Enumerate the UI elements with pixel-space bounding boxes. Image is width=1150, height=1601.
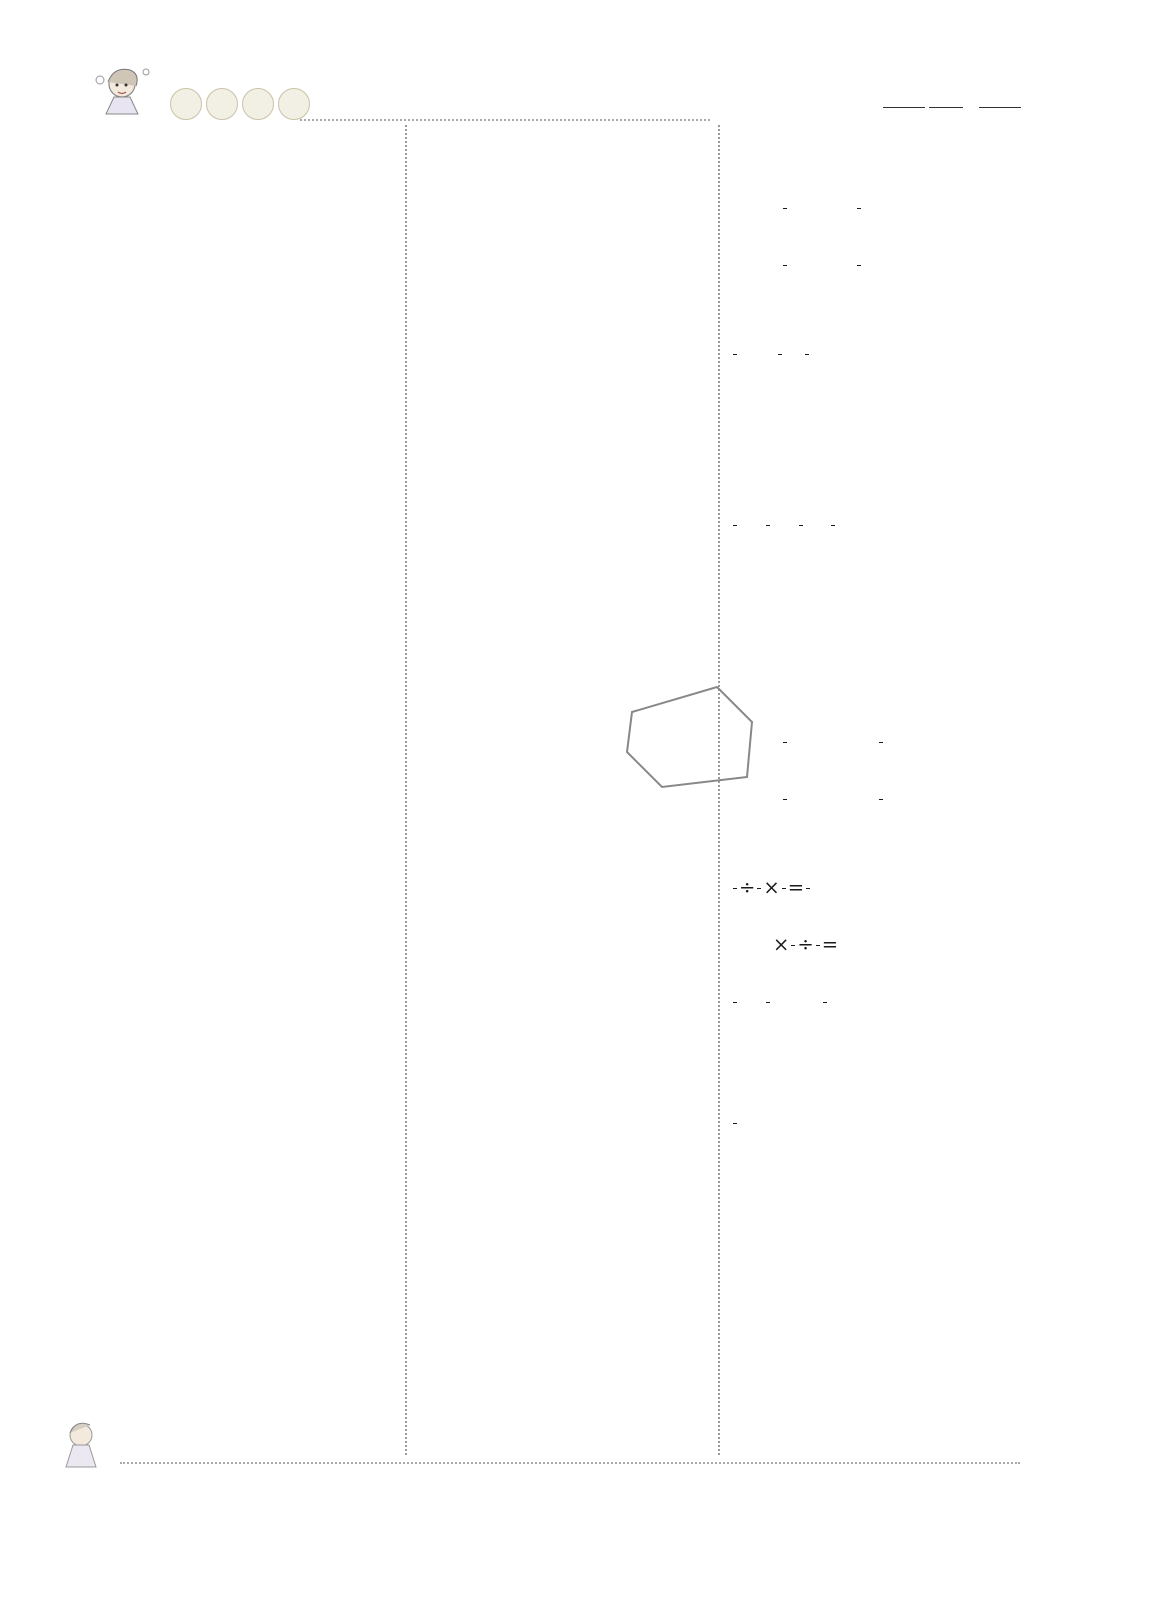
fraction [766,525,770,526]
numerator [791,945,795,946]
answer-line [731,395,1071,452]
answer-line [731,783,1071,840]
answer-line [731,249,1071,306]
fraction [823,1002,827,1003]
brand-char [242,88,274,120]
fraction [733,525,737,526]
homework-elf-stamp [622,682,762,792]
blank-line [929,107,963,108]
blank-line [979,107,1021,108]
section-heading [731,306,1071,338]
answer-line [731,598,1071,630]
numerator [783,799,787,800]
page-heading [731,128,1071,160]
fraction [799,525,803,526]
numerator [766,525,770,526]
cartoon-girl-icon [92,62,154,118]
fraction [805,354,809,355]
fraction [733,888,737,889]
section-heading [731,694,1071,726]
numerator [879,799,883,800]
fraction [791,945,795,946]
numerator [879,742,883,743]
numerator [783,265,787,266]
answer-line: × ÷ = [773,933,839,956]
numerator [733,354,737,355]
section-heading [731,1043,1071,1075]
brand-char [206,88,238,120]
column-divider [405,125,407,1455]
answer-line [731,509,1071,566]
answer-line [731,452,1071,509]
fraction [733,354,737,355]
answer-line [731,726,1071,783]
cartoon-girl-footer-icon [56,1415,106,1475]
answer-line [731,1075,1071,1107]
numerator [799,525,803,526]
numerator [816,945,820,946]
fraction [783,799,787,800]
fraction [778,354,782,355]
answer-line [731,630,1071,662]
fraction [831,525,835,526]
numerator [757,888,761,889]
answer-line [731,1107,1071,1164]
numerator [733,525,737,526]
numerator [733,888,737,889]
numerator [733,1123,737,1124]
fraction [879,742,883,743]
numerator [831,525,835,526]
brand-char [170,88,202,120]
fraction [783,265,787,266]
numerator [782,888,786,889]
fraction [766,1002,770,1003]
section-heading [731,840,1071,872]
answer-column-3 [731,128,1071,1164]
answer-line [731,986,1071,1043]
answer-line [731,338,1071,395]
numerator [806,888,810,889]
fraction [783,742,787,743]
page-header [0,0,1150,130]
section-heading [731,566,1071,598]
fraction [733,1123,737,1124]
section-heading [731,160,1071,192]
answer-line [731,192,1071,249]
numerator [783,742,787,743]
answer-line: ÷ × = [731,872,1071,929]
numerator [857,265,861,266]
fraction [857,208,861,209]
footer-dotted-rule [120,1462,1020,1464]
brand-title [170,88,310,120]
header-dotted-rule [300,119,710,121]
page-heading [731,662,1071,694]
date-line [881,91,1023,113]
fraction [733,1002,737,1003]
fraction [879,799,883,800]
fraction [806,888,810,889]
brand-char [278,88,310,120]
numerator [823,1002,827,1003]
numerator [778,354,782,355]
fraction [783,208,787,209]
fraction [782,888,786,889]
numerator [766,1002,770,1003]
numerator [805,354,809,355]
numerator [783,208,787,209]
numerator [733,1002,737,1003]
fraction [857,265,861,266]
fraction [816,945,820,946]
fraction [757,888,761,889]
numerator [857,208,861,209]
blank-line [883,107,925,108]
